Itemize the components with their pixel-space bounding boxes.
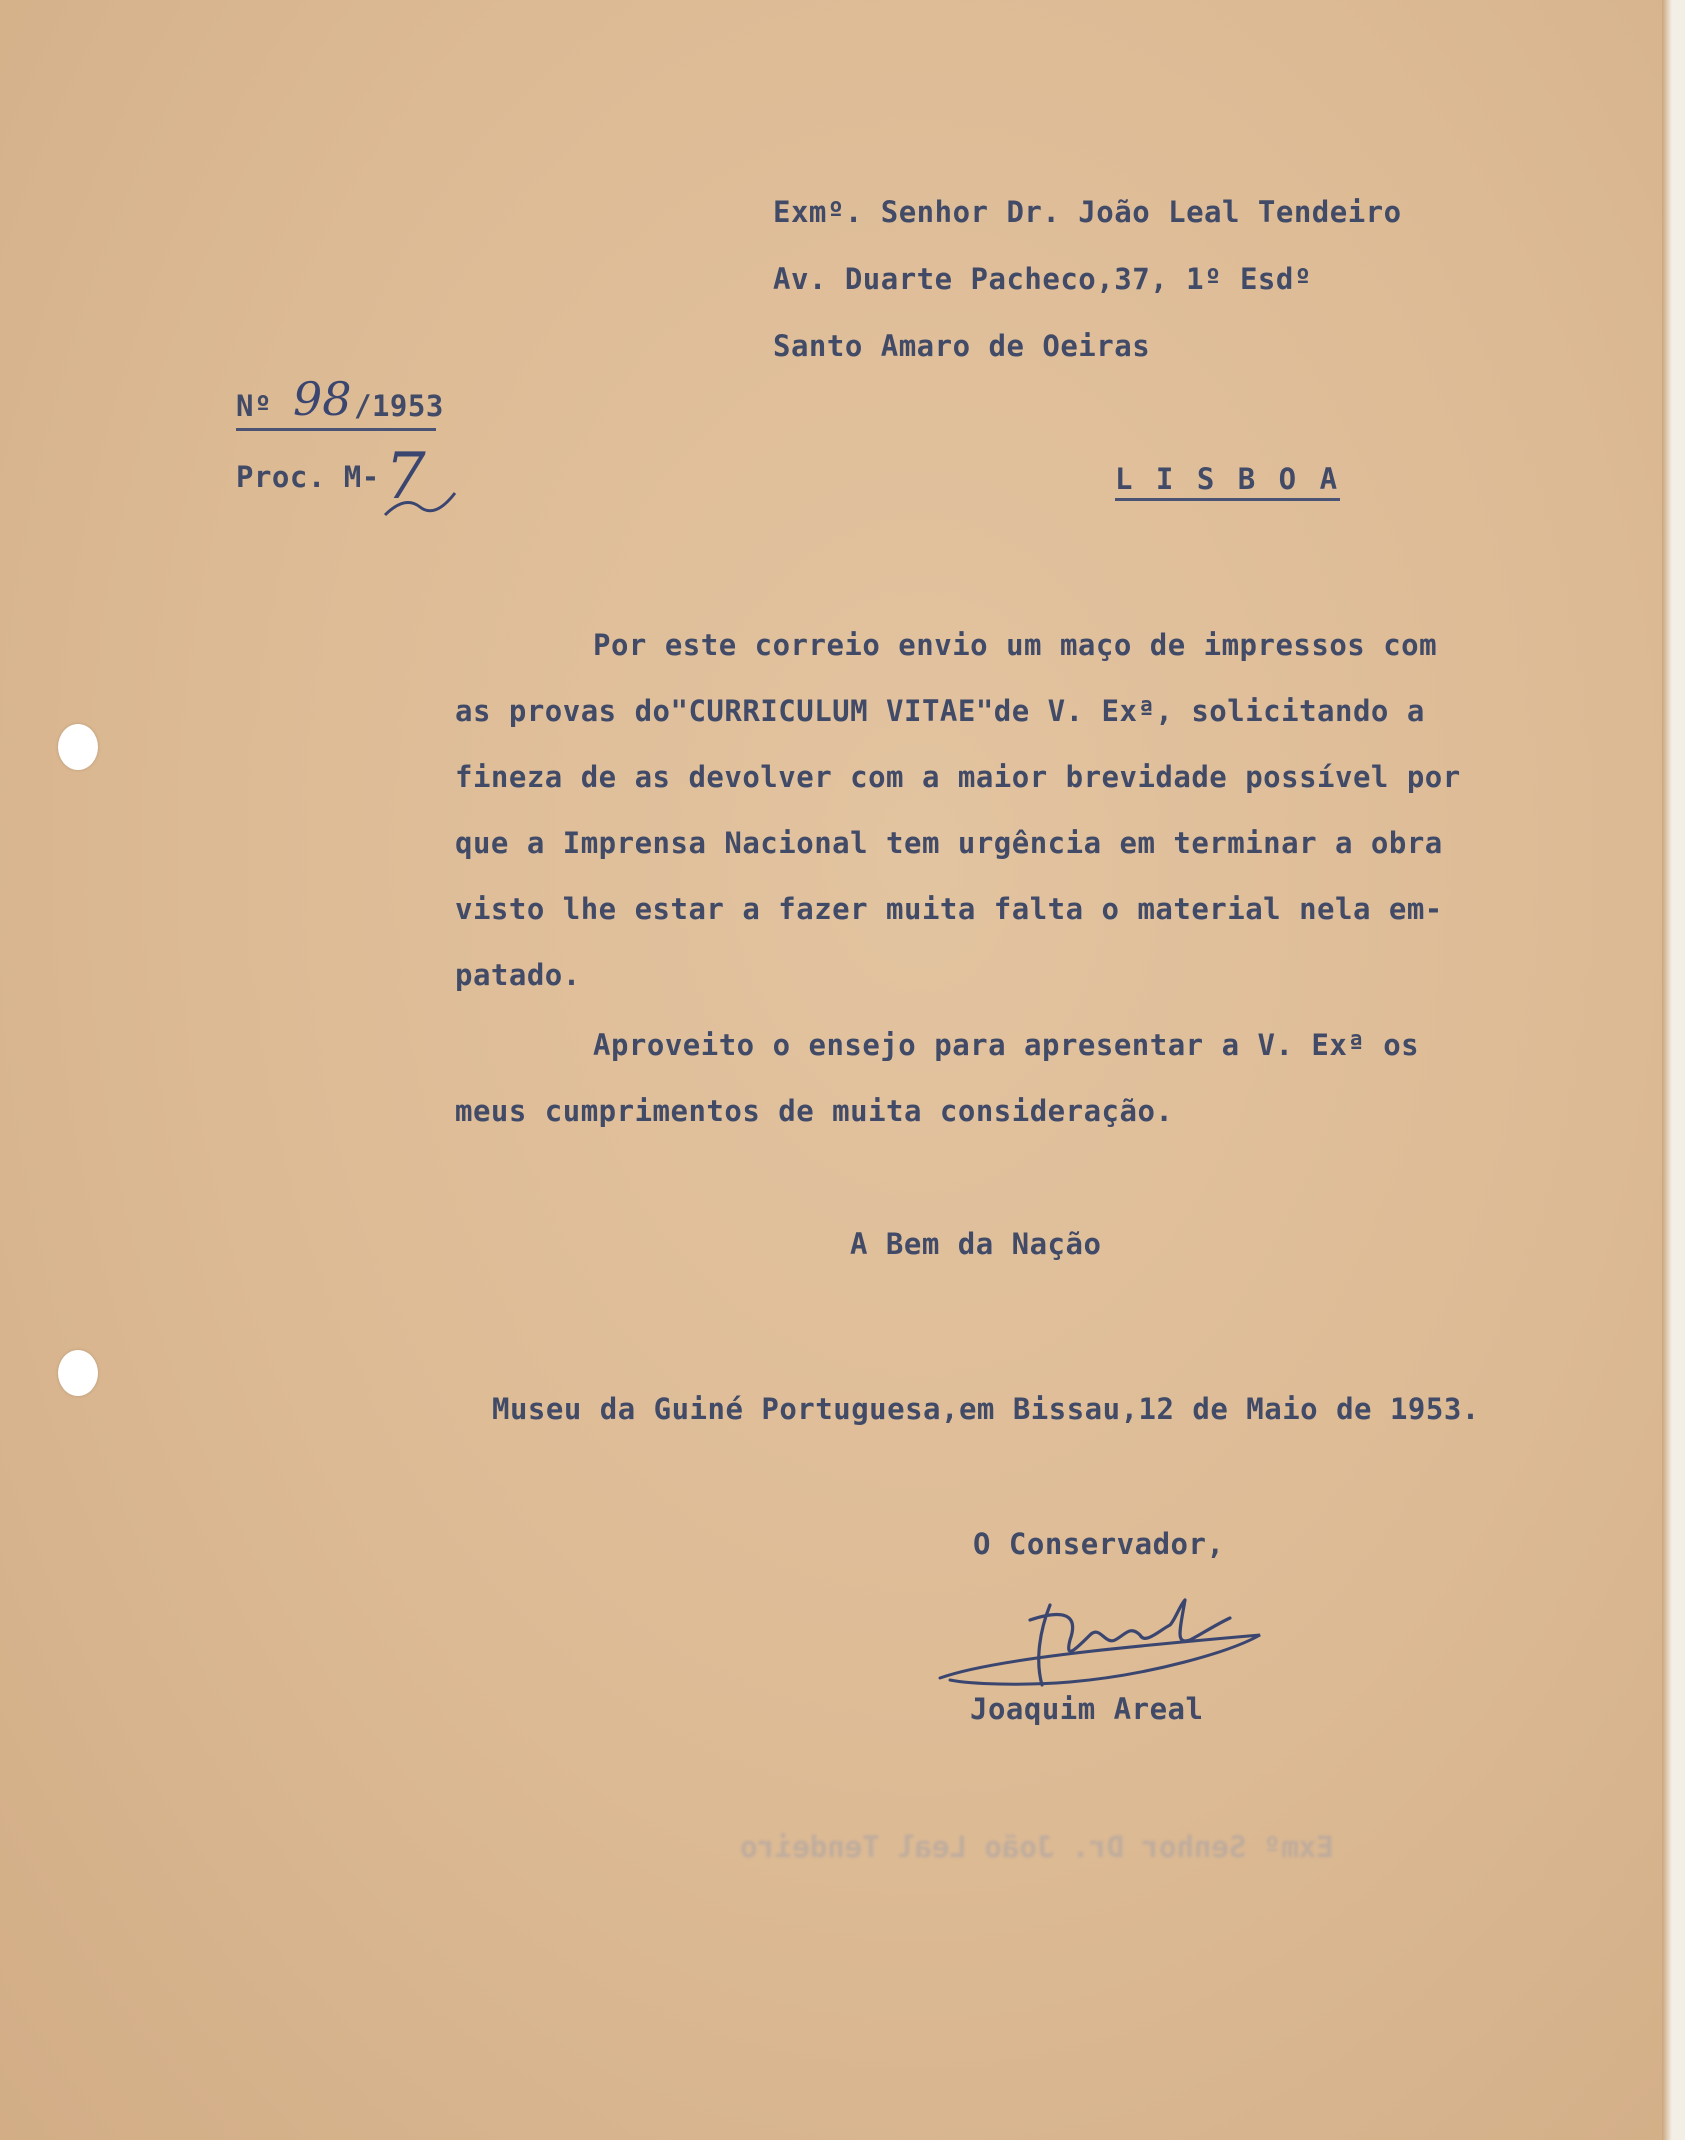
reference-number [236, 372, 444, 431]
body-line-5: visto lhe estar a fazer muita falta o material nela em- [455, 892, 1443, 926]
body-line-3: fineza de as devolver com a maior brevidade possível por [455, 760, 1461, 794]
punch-hole-top [58, 724, 98, 770]
page-edge [1662, 0, 1672, 2140]
process-label: Proc. M- [236, 460, 380, 494]
signatory-name: Joaquim Areal [970, 1692, 1204, 1726]
body-line-2: as provas do"CURRICULUM VITAE"de V. Exª, solicitando a [455, 694, 1425, 728]
recipient-street: Av. Duarte Pacheco,37, 1º Esdº [773, 262, 1312, 296]
reference-number-prefix: Nº [236, 389, 272, 423]
reference-number-suffix: /1953 [354, 389, 444, 423]
recipient-locality: Santo Amaro de Oeiras [773, 329, 1151, 363]
signatory-title: O Conservador, [973, 1527, 1225, 1561]
recipient-name: Exmº. Senhor Dr. João Leal Tendeiro [773, 195, 1402, 229]
place-and-date: Museu da Guiné Portuguesa,em Bissau,12 de Maio de 1953. [492, 1392, 1480, 1426]
process-handwritten: 7 [385, 440, 426, 514]
process-scribble-mark [380, 485, 460, 525]
body-line-4: que a Imprensa Nacional tem urgência em terminar a obra [455, 826, 1443, 860]
body-line-6: patado. [455, 958, 581, 992]
punch-hole-bottom [58, 1350, 98, 1396]
body-line-8: meus cumprimentos de muita consideração. [455, 1094, 1174, 1128]
reference-number-handwritten: 98 [293, 372, 352, 426]
body-line-1: Por este correio envio um maço de impressos com [593, 628, 1438, 662]
body-line-7: Aproveito o ensejo para apresentar a V. Exª os [593, 1028, 1420, 1062]
offset-ghost-text: Exmº Senhor Dr. João Leal Tendeiro [740, 1830, 1334, 1864]
recipient-city: L I S B O A [1115, 465, 1340, 501]
closing-salutation: A Bem da Nação [850, 1227, 1102, 1261]
